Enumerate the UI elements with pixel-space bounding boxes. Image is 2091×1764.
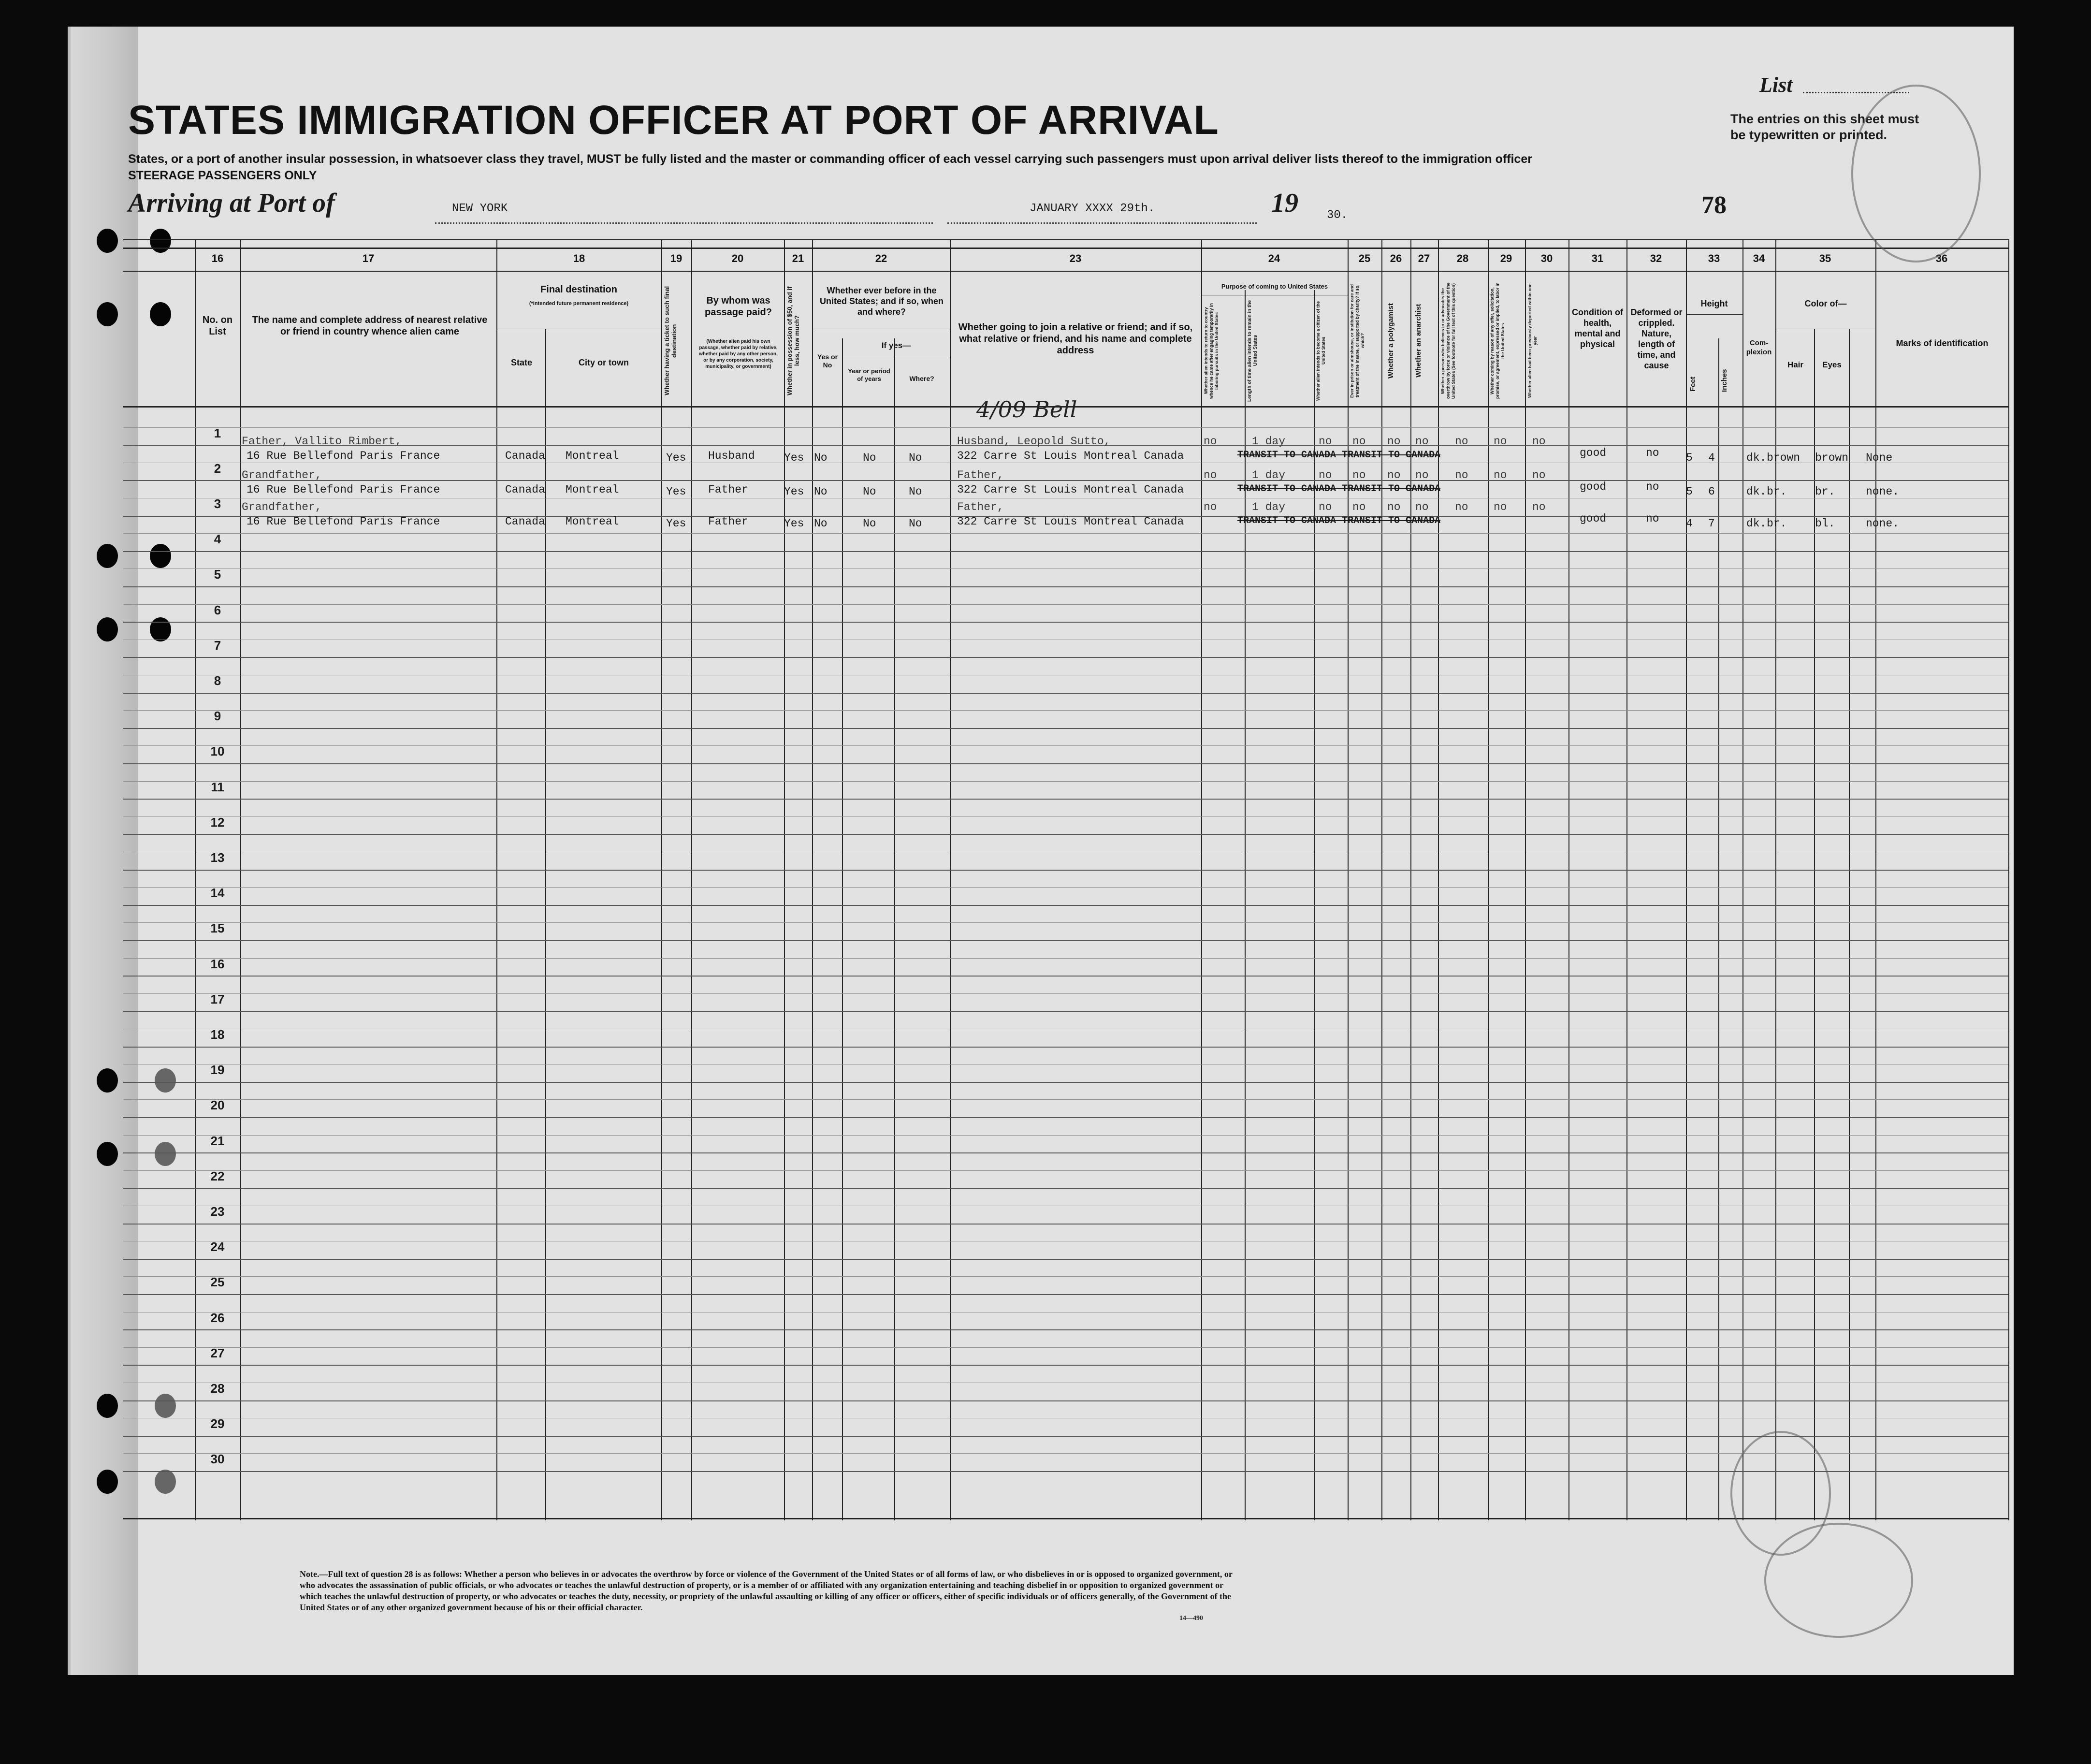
line-number: 26 [210, 1310, 225, 1325]
cell-state: Canada [505, 450, 545, 462]
stamp-mark [1851, 85, 1981, 262]
cell-citizen: no [1319, 435, 1332, 448]
cell-marks: none. [1866, 517, 1900, 530]
column-rule [784, 239, 785, 1520]
cell-overthrow: no [1455, 501, 1468, 513]
column-number: 23 [1069, 252, 1082, 264]
row-rule [123, 976, 2008, 977]
port-line [435, 222, 933, 224]
cell-prison: no [1352, 469, 1366, 481]
cell-deformed: no [1646, 481, 1659, 493]
cell-marks: none. [1866, 485, 1900, 498]
cell-length: 1 day [1252, 435, 1286, 448]
row-rule [123, 1011, 2008, 1012]
binder-hole [97, 1142, 118, 1166]
cell-period: No [863, 452, 876, 464]
cell-eyes: bl. [1815, 517, 1835, 530]
binder-hole [97, 229, 118, 253]
handwritten-annotation: 4/09 Bell [976, 396, 1077, 423]
column-number: 19 [670, 252, 682, 264]
cell-hair: br. [1767, 517, 1787, 530]
row-rule [123, 1082, 2008, 1083]
header-year-period: Year or period of years [848, 367, 890, 382]
cell-complexion: dk. [1746, 485, 1767, 498]
column-number: 24 [1268, 252, 1280, 264]
entries-note-line: The entries on this sheet must [1730, 112, 1919, 126]
line-number: 16 [210, 956, 225, 971]
date-value: JANUARY XXXX 29th. [1030, 202, 1155, 215]
cell-ticket: Yes [666, 452, 686, 464]
column-rule [950, 239, 951, 1520]
subtitle-line: States, or a port of another insular possession, in whatsoever class they travel, MUST be fully listed and the master or commanding officer of each vessel carrying such passengers must upon arrival deliver lists thereof to the immigration officer [128, 152, 1532, 166]
row-rule [123, 1224, 2008, 1225]
cell-paid-by: Husband [708, 450, 755, 462]
binder-hole [97, 1470, 118, 1494]
cell-offer: no [1494, 501, 1507, 513]
cell-complexion: dk. [1746, 452, 1767, 464]
binder-hole [97, 302, 118, 326]
line-number: 20 [210, 1098, 225, 1113]
header-passage-paid: By whom was passage paid? [705, 295, 772, 318]
cell-state: Canada [505, 515, 545, 528]
header-if-yes: If yes— [881, 341, 911, 350]
cell-where: No [909, 517, 922, 530]
cell-where: No [909, 452, 922, 464]
column-number: 34 [1753, 252, 1765, 264]
subheader-rule [1686, 314, 1742, 315]
header-join-relative: Whether going to join a relative or friend; and if so, what relative or friend, and his name and complete address [958, 322, 1193, 356]
binder-hole [155, 1394, 176, 1418]
cell-complexion: dk. [1746, 517, 1767, 530]
row-rule [123, 1347, 2008, 1348]
binder-hole [150, 229, 171, 253]
cell-offer: no [1494, 435, 1507, 448]
header-purpose: Purpose of coming to United States [1221, 283, 1328, 290]
line-number: 4 [214, 532, 221, 547]
header-feet: Feet [1689, 377, 1697, 392]
column-rule [1201, 239, 1202, 1520]
row-rule [123, 533, 2008, 534]
row-rule [123, 887, 2008, 888]
table-rule [123, 248, 2008, 249]
line-number: 30 [210, 1452, 225, 1467]
cell-money: Yes [784, 452, 804, 464]
row-rule [123, 816, 2008, 817]
cell-inches: 4 [1708, 452, 1715, 464]
header-city: City or town [579, 358, 629, 367]
row-rule [123, 763, 2008, 764]
column-rule [1410, 239, 1411, 1520]
cell-deported: no [1532, 501, 1546, 513]
page-title: STATES IMMIGRATION OFFICER AT PORT OF ARRIVAL [128, 97, 1219, 143]
cell-city: Montreal [566, 450, 619, 462]
cell-prison: no [1352, 501, 1366, 513]
column-number: 22 [875, 252, 887, 264]
cell-anarchist: no [1415, 469, 1429, 481]
cell-citizen: no [1319, 469, 1332, 481]
row-rule [123, 993, 2008, 994]
arriving-label: Arriving at Port of [128, 188, 335, 218]
header-height: Height [1700, 299, 1728, 308]
line-number: 13 [210, 850, 225, 865]
cell-polygamist: no [1387, 435, 1401, 448]
header-purpose-citizen: Whether alien intends to become a citizen of the United States [1316, 301, 1326, 401]
line-number: 29 [210, 1416, 225, 1431]
column-rule [1775, 239, 1776, 1520]
row-rule [123, 1436, 2008, 1437]
cell-join-line2: 322 Carre St Louis Montreal Canada [957, 515, 1184, 528]
header-color-of: Color of— [1804, 299, 1847, 308]
cell-relative-line1: Grandfather, [242, 469, 322, 481]
cell-marks: None [1866, 452, 1893, 464]
row-rule [123, 622, 2008, 623]
line-number: 18 [210, 1027, 225, 1042]
column-rule [545, 329, 546, 1520]
cell-feet: 5 [1686, 452, 1693, 464]
cell-money: Yes [784, 485, 804, 498]
header-no-on-list: No. on List [202, 315, 233, 337]
cell-relative-line2: 16 Rue Bellefond Paris France [247, 450, 440, 462]
row-rule [123, 710, 2008, 711]
row-rule [123, 834, 2008, 835]
row-rule [123, 1188, 2008, 1189]
row-rule [123, 1099, 2008, 1100]
header-where: Where? [909, 375, 934, 382]
column-rule [2008, 239, 2009, 1520]
header-labor-offer: Whether coming by reason of any offer, solicitation, promise, or agreement, expressed or implied, to labor in the United States [1490, 282, 1505, 399]
header-relative-address: The name and complete address of nearest relative or friend in country whence alien came [252, 315, 488, 337]
column-rule [691, 239, 692, 1520]
column-number: 26 [1390, 252, 1402, 264]
cell-join-line1: Father, [957, 501, 1004, 513]
row-rule [123, 799, 2008, 800]
row-rule [123, 1276, 2008, 1277]
cell-before: No [814, 452, 828, 464]
column-number: 32 [1650, 252, 1662, 264]
year-suffix: 30. [1327, 209, 1348, 222]
cell-transit: TRANSIT TO CANADA TRANSIT TO CANADA [1237, 450, 1441, 461]
page-fold [71, 27, 138, 1675]
line-number: 12 [210, 815, 225, 830]
header-state: State [510, 358, 532, 367]
binder-hole [97, 1068, 118, 1093]
binder-hole [97, 617, 118, 641]
column-number: 18 [573, 252, 585, 264]
row-rule [123, 1259, 2008, 1260]
header-yes-no: Yes or No [817, 353, 838, 369]
column-rule [661, 239, 662, 1520]
cell-return: no [1204, 435, 1217, 448]
column-rule [1438, 239, 1439, 1520]
binder-hole [155, 1470, 176, 1494]
line-number: 3 [214, 496, 221, 511]
line-number: 5 [214, 567, 221, 582]
form-number: 14—490 [1179, 1615, 1203, 1622]
line-number: 15 [210, 921, 225, 936]
row-rule [123, 657, 2008, 658]
cell-before: No [814, 485, 828, 498]
cell-transit: TRANSIT TO CANADA TRANSIT TO CANADA [1237, 483, 1441, 495]
row-rule [123, 940, 2008, 941]
line-number: 10 [210, 744, 225, 759]
entries-note-line: be typewritten or printed. [1730, 128, 1888, 142]
cell-money: Yes [784, 517, 804, 530]
column-number: 27 [1418, 252, 1430, 264]
cell-return: no [1204, 469, 1217, 481]
header-passage-note: (Whether alien paid his own passage, whether paid by relative, whether paid by any other person, or by any corporation, society, municipality, or government) [699, 339, 778, 369]
cell-anarchist: no [1415, 501, 1429, 513]
line-number: 1 [214, 425, 221, 440]
cell-relative-line1: Grandfather, [242, 501, 322, 513]
column-rule [1849, 329, 1850, 1520]
row-rule [123, 1047, 2008, 1048]
line-number: 23 [210, 1204, 225, 1219]
cell-offer: no [1494, 469, 1507, 481]
cell-hair: brown [1767, 452, 1801, 464]
cell-prison: no [1352, 435, 1366, 448]
cell-length: 1 day [1252, 469, 1286, 481]
header-ticket: Whether having a ticket to such final destination [663, 286, 678, 396]
column-number: 17 [362, 252, 375, 264]
column-number: 29 [1500, 252, 1512, 264]
header-inches: Inches [1720, 369, 1728, 393]
cell-return: no [1204, 501, 1217, 513]
row-rule [123, 728, 2008, 729]
cell-join-line2: 322 Carre St Louis Montreal Canada [957, 483, 1184, 496]
sheet-number: 78 [1701, 191, 1727, 219]
binder-hole [150, 302, 171, 326]
column-rule [1488, 239, 1489, 1520]
row-rule [123, 1117, 2008, 1118]
row-rule [123, 586, 2008, 587]
binder-hole [155, 1142, 176, 1166]
row-rule [123, 1471, 2008, 1472]
cell-feet: 5 [1686, 485, 1693, 498]
line-number: 6 [214, 602, 221, 617]
row-rule [123, 1135, 2008, 1136]
header-marks: Marks of identification [1896, 338, 1989, 348]
column-rule [1568, 239, 1569, 1520]
cell-where: No [909, 485, 922, 498]
header-purpose-return: Whether alien intends to return to country whence he came after engaging temporarily in laboring pursuits in the United States [1204, 303, 1219, 399]
cell-polygamist: no [1387, 501, 1401, 513]
column-number: 35 [1819, 252, 1831, 264]
column-number: 31 [1591, 252, 1604, 264]
row-rule [123, 870, 2008, 871]
cell-ticket: Yes [666, 517, 686, 530]
row-rule [123, 922, 2008, 923]
list-label: List [1759, 73, 1793, 97]
cell-deformed: no [1646, 512, 1659, 525]
line-number: 8 [214, 673, 221, 688]
date-line [947, 222, 1257, 224]
header-money: Whether in possession of $50, and if less, how much? [786, 286, 800, 395]
column-rule [1525, 239, 1526, 1520]
header-before-us: Whether ever before in the United States; and if so, when and where? [819, 286, 944, 317]
line-number: 19 [210, 1063, 225, 1078]
line-number: 14 [210, 886, 225, 901]
header-purpose-length: Length of time alien intends to remain in the United States [1247, 300, 1258, 402]
cell-city: Montreal [566, 515, 619, 528]
cell-join-line2: 322 Carre St Louis Montreal Canada [957, 450, 1184, 462]
column-rule [1742, 239, 1743, 1520]
line-number: 9 [214, 709, 221, 724]
cell-inches: 7 [1708, 517, 1715, 530]
header-health: Condition of health, mental and physical [1572, 307, 1623, 349]
column-rule [496, 239, 497, 1520]
binder-hole [97, 544, 118, 568]
line-number: 17 [210, 991, 225, 1006]
header-polygamist: Whether a polygamist [1387, 303, 1395, 379]
row-rule [123, 745, 2008, 746]
header-eyes: Eyes [1822, 360, 1842, 369]
cell-hair: br. [1767, 485, 1787, 498]
row-rule [123, 1329, 2008, 1330]
subtitle-line: STEERAGE PASSENGERS ONLY [128, 169, 317, 182]
row-rule [123, 693, 2008, 694]
header-hair: Hair [1787, 360, 1804, 369]
row-rule [123, 551, 2008, 552]
cell-paid-by: Father [708, 515, 748, 528]
column-rule [240, 239, 241, 1520]
line-number: 25 [210, 1275, 225, 1290]
cell-inches: 6 [1708, 485, 1715, 498]
column-number: 25 [1358, 252, 1371, 264]
binder-hole [150, 544, 171, 568]
port-value: NEW YORK [452, 202, 508, 215]
header-complexion: Com-plexion [1746, 339, 1772, 356]
column-rule [1686, 239, 1687, 1520]
line-number: 28 [210, 1381, 225, 1396]
column-number: 33 [1708, 252, 1720, 264]
row-rule [123, 1400, 2008, 1401]
header-prison: Ever in prison or almshouse, or institution for care and treatment of the insane, or supported by charity? If so, which? [1350, 284, 1365, 398]
column-rule [812, 239, 813, 1520]
table-rule [123, 271, 2008, 272]
cell-before: No [814, 517, 828, 530]
cell-deported: no [1532, 435, 1546, 448]
table-rule [123, 239, 2008, 240]
cell-join-line1: Father, [957, 469, 1004, 481]
cell-anarchist: no [1415, 435, 1429, 448]
column-rule [1814, 329, 1815, 1520]
cell-citizen: no [1319, 501, 1332, 513]
column-number: 20 [731, 252, 744, 264]
header-deformed: Deformed or crippled. Nature, length of time, and cause [1630, 307, 1683, 370]
row-rule [123, 1294, 2008, 1295]
binder-hole [150, 617, 171, 641]
footnote: Note.—Full text of question 28 is as follows: Whether a person who believes in or advocates the overthrow by force or violence of the Government of the United States or of all forms of law, or who disbelieves in or is opposed to organized government, or who advocates the assassination of public officials, or who advocates or teaches the unlawful destruction of property, or is a member of or affiliated with any organization entertaining and teaching disbelief in or opposition to organized government or which teaches the unlawful destruction of property, or who advocates or teaches the duty, necessity, or propriety of the unlawful assaulting or killing of any officer or officers, either of specific individuals or of officers generally, of the Government of the United States or of any other organized government because of his or their official character. [300, 1569, 1233, 1612]
table-rule [123, 1518, 2008, 1519]
column-number: 28 [1456, 252, 1469, 264]
row-rule [123, 604, 2008, 605]
cell-period: No [863, 485, 876, 498]
line-number: 2 [214, 461, 221, 476]
row-rule [123, 480, 2008, 481]
cell-feet: 4 [1686, 517, 1693, 530]
row-rule [123, 427, 2008, 428]
line-number: 22 [210, 1168, 225, 1183]
cell-paid-by: Father [708, 483, 748, 496]
cell-relative-line2: 16 Rue Bellefond Paris France [247, 515, 440, 528]
row-rule [123, 905, 2008, 906]
header-final-destination: Final destination [540, 284, 617, 295]
cell-state: Canada [505, 483, 545, 496]
column-number: 36 [1935, 252, 1948, 264]
column-number: 21 [792, 252, 804, 264]
column-number: 16 [211, 252, 224, 264]
column-number: 30 [1540, 252, 1553, 264]
cell-length: 1 day [1252, 501, 1286, 513]
row-rule [123, 1152, 2008, 1153]
line-number: 24 [210, 1239, 225, 1254]
row-rule [123, 1453, 2008, 1454]
cell-deformed: no [1646, 447, 1659, 459]
row-rule [123, 1365, 2008, 1366]
manifest-sheet [68, 27, 2014, 1675]
row-rule [123, 1170, 2008, 1171]
cell-eyes: brown [1815, 452, 1849, 464]
stamp-mark [1764, 1523, 1913, 1638]
header-anarchist: Whether an anarchist [1414, 304, 1423, 378]
cell-city: Montreal [566, 483, 619, 496]
line-number: 7 [214, 638, 221, 653]
cell-overthrow: no [1455, 469, 1468, 481]
cell-relative-line1: Father, Vallito Rimbert, [242, 435, 402, 448]
line-number: 21 [210, 1133, 225, 1148]
line-number: 11 [211, 779, 224, 794]
column-rule [1381, 239, 1382, 1520]
cell-eyes: br. [1815, 485, 1835, 498]
cell-transit: TRANSIT TO CANADA TRANSIT TO CANADA [1237, 515, 1441, 526]
cell-join-line1: Husband, Leopold Sutto, [957, 435, 1111, 448]
cell-ticket: Yes [666, 485, 686, 498]
column-rule [1626, 239, 1627, 1520]
cell-period: No [863, 517, 876, 530]
cell-health: good [1580, 447, 1607, 459]
header-overthrow: Whether a person who believes in or advocates the overthrow by force or violence of the Government of the United States (See footnote for full text of this question) [1440, 282, 1456, 399]
line-number: 27 [210, 1345, 225, 1360]
header-final-destination-note: (*Intended future permanent residence) [529, 301, 629, 306]
cell-health: good [1580, 481, 1607, 493]
row-rule [123, 781, 2008, 782]
cell-polygamist: no [1387, 469, 1401, 481]
cell-deported: no [1532, 469, 1546, 481]
cell-overthrow: no [1455, 435, 1468, 448]
cell-health: good [1580, 512, 1607, 525]
column-rule [1875, 239, 1876, 1520]
column-rule [1348, 239, 1349, 1520]
year-prefix: 19 [1271, 188, 1298, 218]
binder-hole [155, 1068, 176, 1093]
cell-relative-line2: 16 Rue Bellefond Paris France [247, 483, 440, 496]
page-subtitle [128, 151, 1532, 184]
header-deported: Whether alien had been previously deported within one year [1527, 283, 1538, 398]
binder-hole [97, 1394, 118, 1418]
row-rule [123, 958, 2008, 959]
